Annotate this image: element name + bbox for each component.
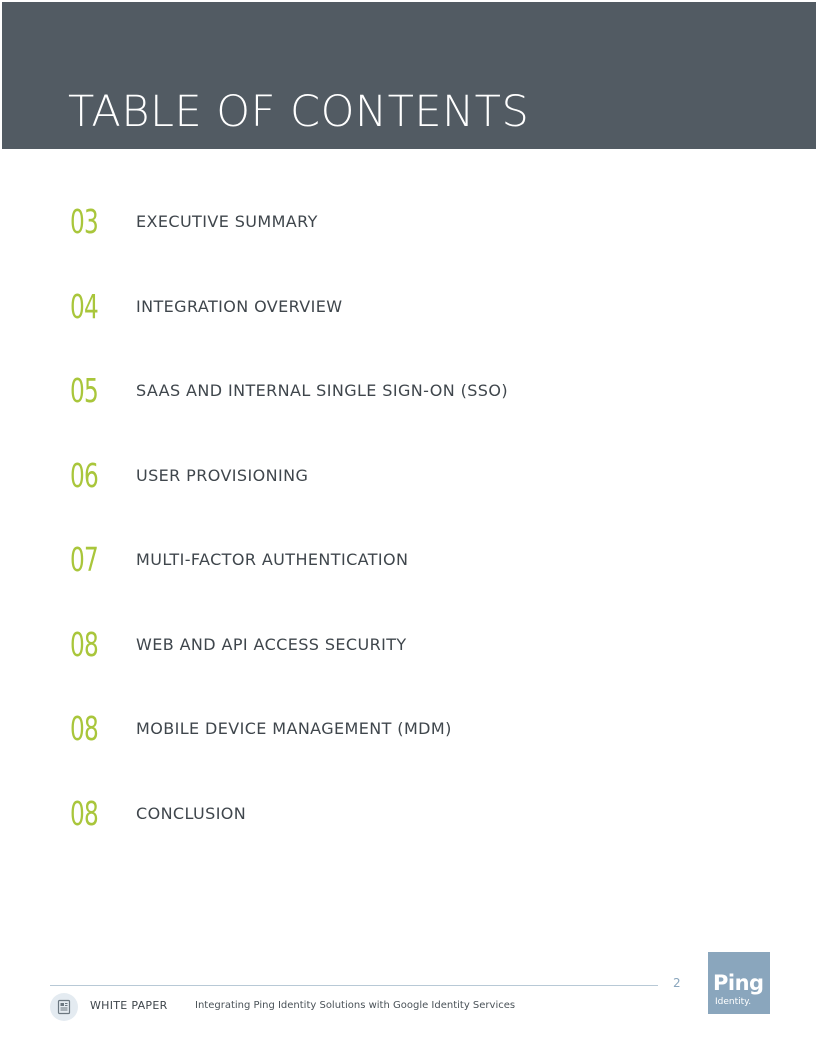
toc-entry-web-api-security[interactable] <box>70 623 670 667</box>
footer-doc-title: Integrating Ping Identity Solutions with Google Identity Services <box>195 1000 516 1011</box>
toc-entry-label: MOBILE DEVICE MANAGEMENT (MDM) <box>136 719 452 738</box>
toc-entry-integration-overview[interactable] <box>70 285 670 329</box>
toc-entry-label: CONCLUSION <box>136 804 247 823</box>
footer-divider <box>50 985 658 986</box>
document-icon <box>50 993 78 1021</box>
toc-entry-label: MULTI-FACTOR AUTHENTICATION <box>136 550 409 569</box>
footer-doc-type: WHITE PAPER <box>90 999 168 1012</box>
toc-entry-conclusion[interactable] <box>70 792 670 836</box>
toc-entry-mdm[interactable] <box>70 707 670 751</box>
toc-page-number: 03 <box>70 202 98 241</box>
page-title: TABLE OF CONTENTS <box>68 87 530 137</box>
toc-page-number: 04 <box>70 287 98 326</box>
logo-wordmark: Ping <box>713 971 764 995</box>
toc-entry-label: SAAS AND INTERNAL SINGLE SIGN-ON (SSO) <box>136 381 509 400</box>
toc-page-number: 08 <box>70 794 98 833</box>
logo-subtext: Identity. <box>715 997 752 1007</box>
toc-entry-mfa[interactable] <box>70 538 670 582</box>
ping-identity-logo <box>708 952 770 1014</box>
page-number: 2 <box>673 976 681 990</box>
toc-page-number: 08 <box>70 625 98 664</box>
toc-entry-label: WEB AND API ACCESS SECURITY <box>136 635 407 654</box>
toc-entry-user-provisioning[interactable] <box>70 454 670 498</box>
toc-page-number: 07 <box>70 540 98 579</box>
toc-entry-executive-summary[interactable] <box>70 200 670 244</box>
toc-page-number: 05 <box>70 371 98 410</box>
toc-entry-label: EXECUTIVE SUMMARY <box>136 212 318 231</box>
toc-entry-label: INTEGRATION OVERVIEW <box>136 297 343 316</box>
toc-entry-label: USER PROVISIONING <box>136 466 309 485</box>
toc-entry-sso[interactable] <box>70 369 670 413</box>
toc-page-number: 06 <box>70 456 98 495</box>
toc-page-number: 08 <box>70 709 98 748</box>
